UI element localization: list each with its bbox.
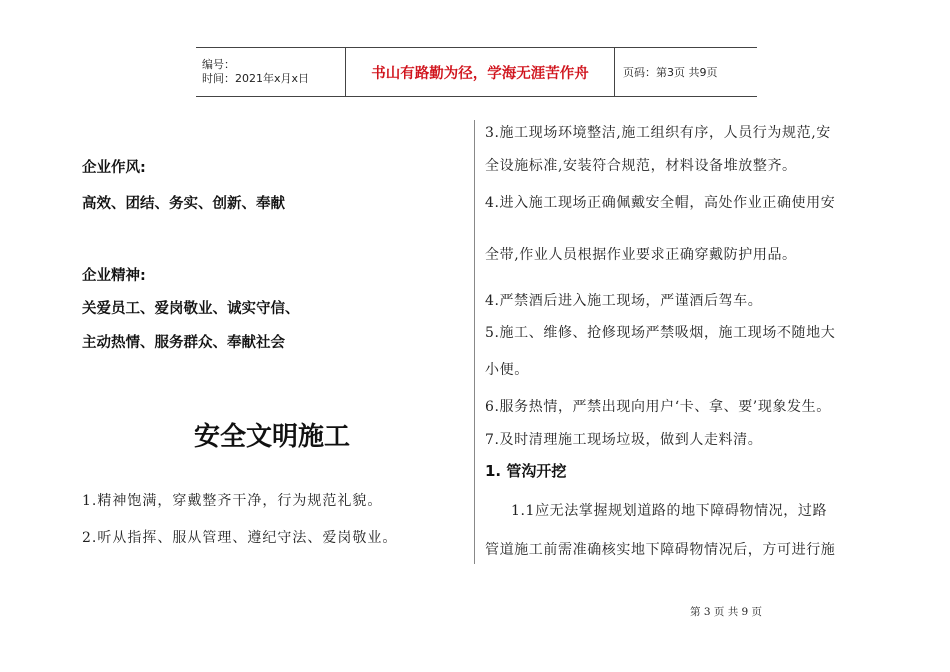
company-style-text: 高效、团结、务实、创新、奉献 [82,196,285,212]
rule-item-2: 2.听从指挥、服从管理、遵纪守法、爱岗敬业。 [82,530,398,546]
header-motto: 书山有路勤为径，学海无涯苦作舟 [346,48,615,97]
company-style-heading: 企业作风: [82,160,146,176]
company-spirit-heading: 企业精神: [82,268,146,284]
header-meta-cell [196,48,346,97]
rule-item-4b: 4.严禁酒后进入施工现场，严谨酒后驾车。 [485,293,763,309]
rule-item-4-line-2: 全带,作业人员根据作业要求正确穿戴防护用品。 [485,247,797,263]
section-main-title: 安全文明施工 [194,422,351,452]
rule-item-3-line-2: 全设施标准,安装符合规范，材料设备堆放整齐。 [485,158,797,174]
rule-item-4-line-1: 4.进入施工现场正确佩戴安全帽，高处作业正确使用安 [485,195,836,211]
footer-page-number: 第 3 页 共 9 页 [690,606,763,618]
document-time-label: 时间：2021年x月x日 [202,72,310,85]
rule-item-1: 1.精神饱满，穿戴整齐干净，行为规范礼貌。 [82,493,383,509]
company-spirit-line-1: 关爱员工、爱岗敬业、诚实守信、 [82,301,300,317]
column-divider [474,120,475,564]
rule-item-7: 7.及时清理施工现场垃圾，做到人走料清。 [485,432,763,448]
company-spirit-line-2: 主动热情、服务群众、奉献社会 [82,335,285,351]
trench-text-line-2: 管道施工前需准确核实地下障碍物情况后，方可进行施 [485,542,836,558]
rule-item-6: 6.服务热情，严禁出现向用户‘卡、拿、要’现象发生。 [485,399,831,415]
header-page-number: 页码：第3页 共9页 [615,48,758,97]
rule-item-5-line-2: 小便。 [485,362,529,378]
trench-text-line-1: 1.1应无法掌握规划道路的地下障碍物情况，过路 [511,503,828,519]
document-code-label: 编号： [202,58,235,71]
trench-section-title: 1. 管沟开挖 [485,462,567,480]
rule-item-5-line-1: 5.施工、维修、抢修现场严禁吸烟，施工现场不随地大 [485,325,836,341]
document-header [196,47,757,97]
rule-item-3-line-1: 3.施工现场环境整洁,施工组织有序，人员行为规范,安 [485,125,831,141]
